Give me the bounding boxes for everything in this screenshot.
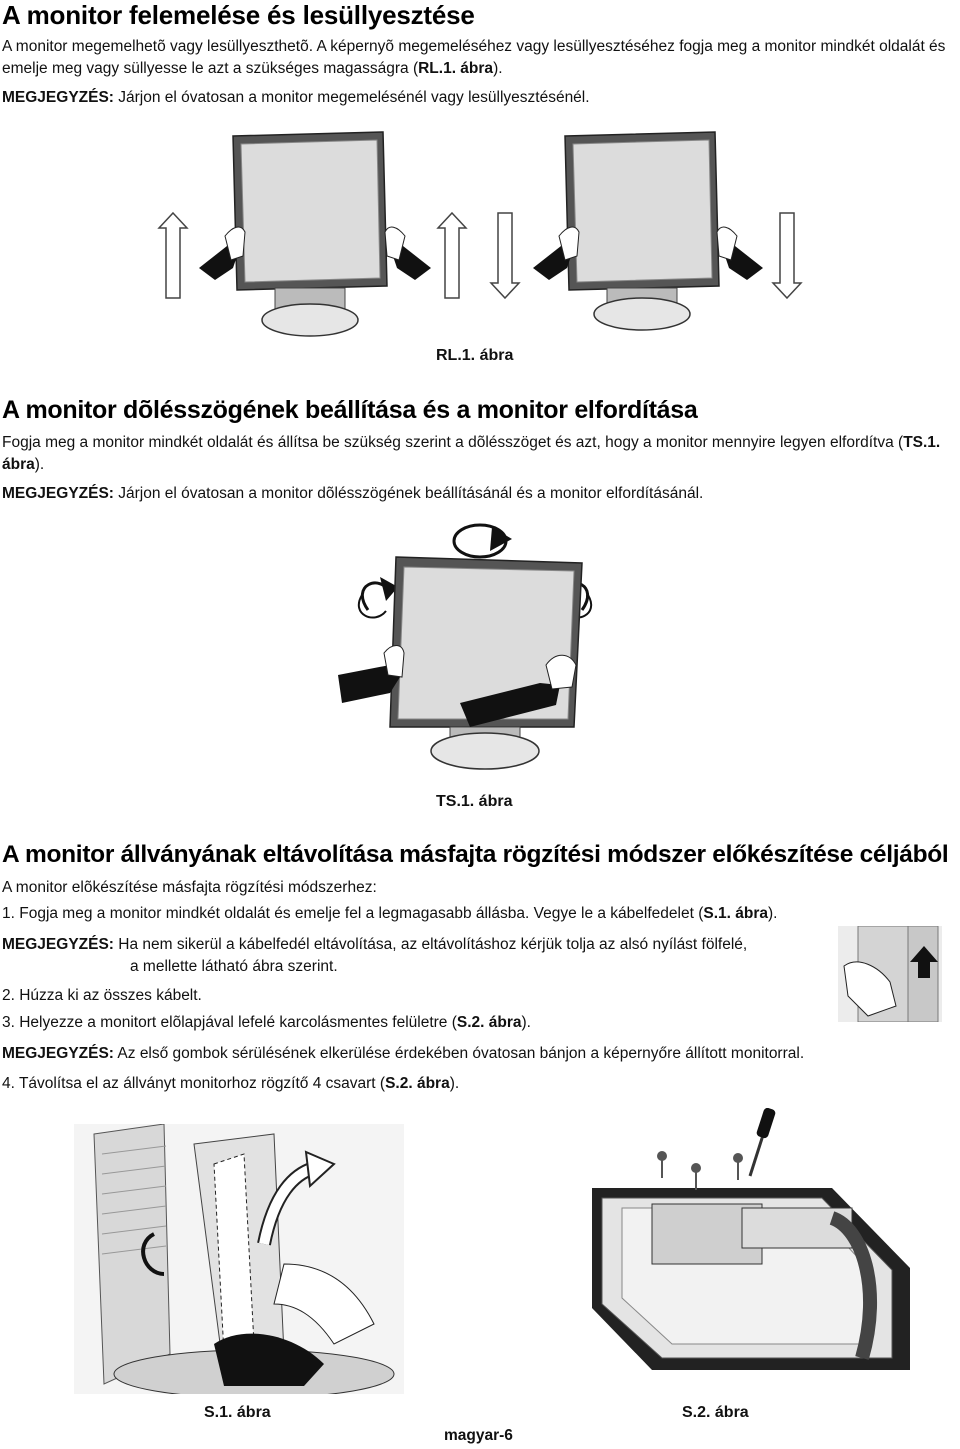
figure-cable-cover-slide [838,926,942,1022]
section-title-tilt: A monitor dõlésszögének beállítása és a monitor elfordítása [2,396,698,424]
figure-caption-s2: S.2. ábra [682,1404,749,1421]
step-1-figure-ref: S.1. ábra [703,905,768,922]
note-label: MEGJEGYZÉS: [2,936,114,953]
stand-removal-intro: A monitor elõkészítése másfajta rögzítési módszerhez: [2,879,377,896]
up-arrow-icon [438,213,466,298]
figure-s2 [592,1108,910,1378]
figure-ts1-illustration [320,515,630,780]
step-4-figure-ref: S.2. ábra [385,1075,450,1092]
screwdriver-icon [750,1108,776,1176]
note-text: Az első gombok sérülésének elkerülése érdekében óvatosan bánjon a képernyőre állított monitorral. [113,1045,805,1062]
swivel-arrow-icon [454,525,512,557]
down-arrow-icon [491,213,519,298]
step-1 [2,903,952,925]
note-text-line2: a mellette látható ábra szerint. [130,958,338,975]
step-2: 2. Húzza ki az összes kábelt. [2,987,202,1004]
lift-paragraph [2,36,952,80]
cable-cover-illustration [838,926,942,1022]
step-3 [2,1012,952,1034]
step-1-text: 1. Fogja meg a monitor mindkét oldalát és emelje fel a legmagasabb állásba. Vegye le a kábelfedelet ( [2,905,704,922]
hand-icon [717,227,763,280]
note-front-buttons [2,1043,952,1065]
note-text: Járjon el óvatosan a monitor dõlésszögének beállításánál és a monitor elfordításánál. [113,485,704,502]
screw-icon [733,1153,743,1180]
tilt-note [2,483,952,505]
figure-caption-rl1: RL.1. ábra [436,347,514,364]
figure-s2-illustration [592,1108,910,1378]
screw-icon [657,1151,667,1178]
section-title-lift: A monitor felemelése és lesüllyesztése [2,0,475,30]
tilt-paragraph-text: Fogja meg a monitor mindkét oldalát és állítsa be szükség szerint a dõlésszöget és azt, hogy a monitor mennyire legyen elfordítva ( [2,434,904,451]
screw-icon [691,1163,701,1190]
lift-figure-ref: RL.1. ábra [418,60,494,77]
monitor-left [233,132,387,336]
step-3-figure-ref: S.2. ábra [456,1014,522,1031]
hand-icon [385,227,431,280]
tilt-figure-ref: TS.1. ábra [2,434,941,473]
step-3-text: 3. Helyezze a monitort elõlapjával lefelé karcolásmentes felületre ( [2,1014,457,1031]
lift-note [2,87,952,109]
step-4 [2,1073,952,1095]
note-label: MEGJEGYZÉS: [2,89,114,106]
note-text: Ha nem sikerül a kábelfedél eltávolítása, az eltávolításhoz kérjük tolja az alsó nyílást fölfelé, [113,936,748,953]
figure-ts1 [320,515,630,780]
step-3-end: ). [521,1014,531,1031]
figure-s1-illustration [74,1124,404,1394]
note-label: MEGJEGYZÉS: [2,485,114,502]
figure-rl1 [155,128,815,348]
lift-paragraph-end: ). [493,60,503,77]
figure-rl1-illustration [155,128,815,348]
tilt-paragraph [2,432,952,476]
down-arrow-icon [773,213,801,298]
note-text: Járjon el óvatosan a monitor megemelésénél vagy lesüllyesztésénél. [113,89,590,106]
tilt-paragraph-end: ). [34,456,45,473]
section-title-stand-removal: A monitor állványának eltávolítása másfajta rögzítési módszer előkészítése céljából [2,841,949,868]
page-number: magyar-6 [444,1427,513,1444]
note-cable-cover [2,934,822,978]
figure-caption-ts1: TS.1. ábra [436,793,513,810]
step-4-text: 4. Távolítsa el az állványt monitorhoz rögzítő 4 csavart ( [2,1075,386,1092]
step-1-end: ). [768,905,778,922]
up-arrow-icon [159,213,187,298]
note-label: MEGJEGYZÉS: [2,1045,114,1062]
figure-s1 [74,1124,404,1394]
figure-caption-s1: S.1. ábra [204,1404,271,1421]
tilt-arrow-icon [359,577,398,618]
lift-paragraph-text: A monitor megemelhetõ vagy lesüllyeszthetõ. A képernyõ megemeléséhez vagy lesüllyesztéséhez fogja meg a monitor mindkét oldalát és emelje meg vagy süllyesse le azt a szükséges magasságra ( [2,38,946,77]
step-4-end: ). [449,1075,460,1092]
monitor-right [565,132,719,330]
